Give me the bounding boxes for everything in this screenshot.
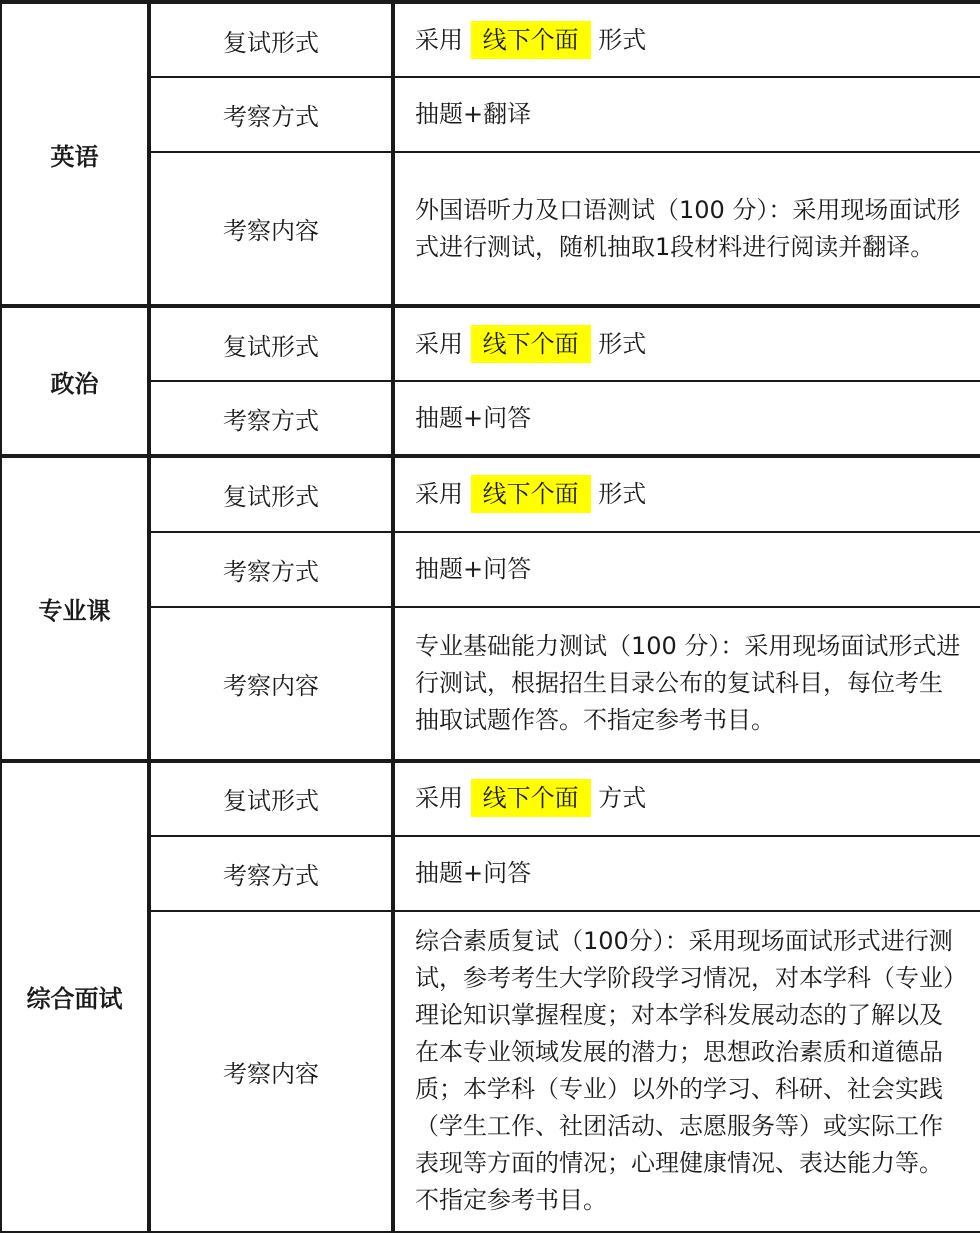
table-row — [1, 761, 980, 836]
item-label: 复试形式 — [149, 306, 393, 381]
table-row — [1, 456, 980, 531]
table-row — [1, 306, 980, 381]
item-label: 复试形式 — [149, 456, 393, 531]
subject-cell-english: 英语 — [1, 2, 149, 306]
item-label: 考察内容 — [149, 911, 393, 1232]
detail-pre: 采用 — [415, 25, 463, 54]
item-label: 考察内容 — [149, 607, 393, 761]
highlight-mark: 线下个面 — [471, 475, 591, 513]
subject-cell-politics: 政治 — [1, 306, 149, 456]
item-label: 复试形式 — [149, 2, 393, 77]
table-row — [1, 2, 980, 77]
detail-cell — [393, 761, 980, 836]
detail-pre: 采用 — [415, 479, 463, 508]
detail-cell: 专业基础能力测试（100 分）：采用现场面试形式进行测试，根据招生目录公布的复试科目，每位考生抽取试题作答。不指定参考书目。 — [393, 607, 980, 761]
detail-cell: 抽题+问答 — [393, 532, 980, 607]
item-label: 考察方式 — [149, 77, 393, 152]
subject-cell-major: 专业课 — [1, 456, 149, 760]
detail-pre: 采用 — [415, 329, 463, 358]
detail-cell: 抽题+问答 — [393, 381, 980, 456]
highlight-mark: 线下个面 — [471, 779, 591, 817]
subject-cell-interview: 综合面试 — [1, 761, 149, 1232]
detail-post: 形式 — [598, 479, 647, 508]
detail-cell: 综合素质复试（100分）：采用现场面试形式进行测试，参考考生大学阶段学习情况，对本学科（专业）理论知识掌握程度；对本学科发展动态的了解以及在本专业领域发展的潜力；思想政治素质和道德品质；本学科（专业）以外的学习、科研、社会实践（学生工作、社团活动、志愿服务等）或实际工作表现等方面的情况；心理健康情况、表达能力等。不指定参考书目。 — [393, 911, 980, 1232]
item-label: 考察方式 — [149, 836, 393, 911]
detail-cell: 外国语听力及口语测试（100 分）：采用现场面试形式进行测试，随机抽取1段材料进行阅读并翻译。 — [393, 152, 980, 306]
detail-pre: 采用 — [415, 784, 463, 813]
detail-cell: 抽题+问答 — [393, 836, 980, 911]
highlight-mark: 线下个面 — [471, 325, 591, 363]
detail-post: 方式 — [598, 784, 647, 813]
item-label: 考察方式 — [149, 381, 393, 456]
item-label: 考察内容 — [149, 152, 393, 306]
detail-cell — [393, 2, 980, 77]
detail-cell — [393, 456, 980, 531]
item-label: 考察方式 — [149, 532, 393, 607]
detail-cell — [393, 306, 980, 381]
item-label: 复试形式 — [149, 761, 393, 836]
detail-post: 形式 — [598, 25, 647, 54]
detail-post: 形式 — [598, 329, 647, 358]
highlight-mark: 线下个面 — [471, 21, 591, 59]
detail-cell: 抽题+翻译 — [393, 77, 980, 152]
